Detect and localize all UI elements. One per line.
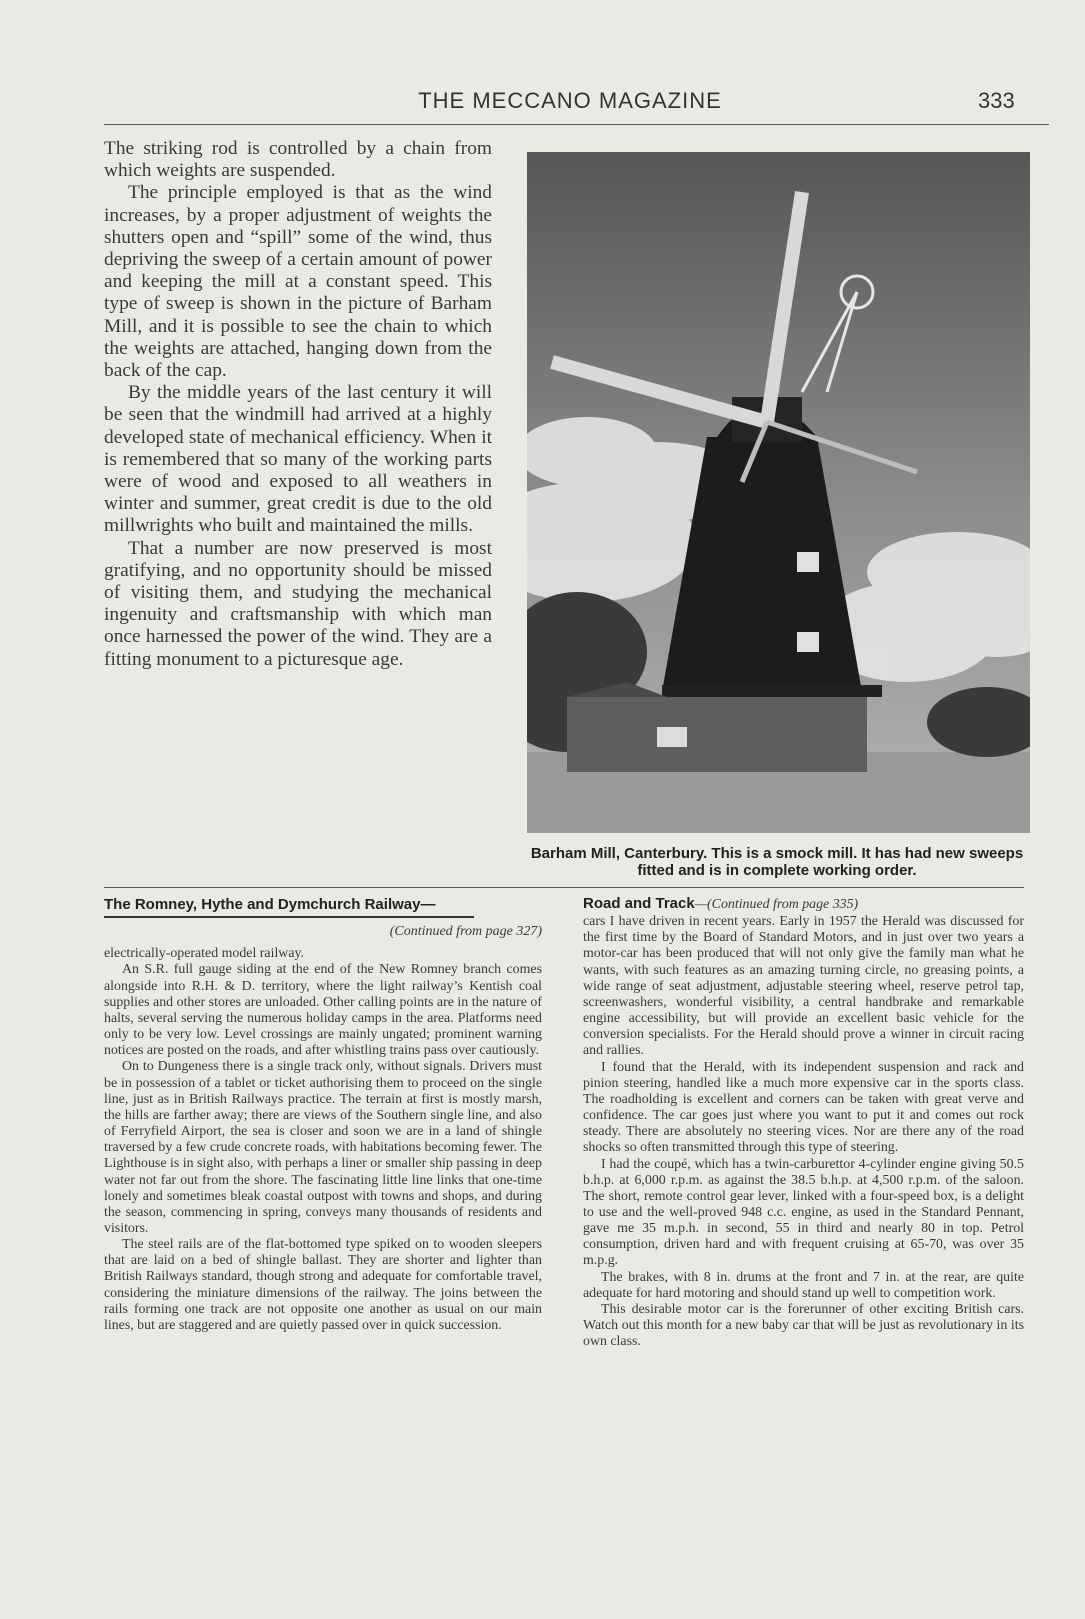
paragraph: That a number are now preserved is most gratifying, and no opportunity should be missed of visiting them, and studying the mechanical ingenuity and craftsmanship with which man once harnessed the power of the wind. They are a fitting monument to a picturesque age. <box>104 537 492 670</box>
paragraph: cars I have driven in recent years. Early in 1957 the Herald was discussed for the first time by the Board of Standard Motors, and in just over two years a motor-car has been produced that will not only give the family man what he wants, with such features as an amazing turning circle, no greasing points, a wide range of seat adjustment, adjustable steering wheel, reserve petrol tap, screenwashers, wonderful visibility, a central handbrake and remarkable engine accessibility, but will provide an excellent basic vehicle for the conversion specialists. For the Herald should prove a winner in circuit racing and rallies. <box>583 914 1024 1059</box>
section-rule <box>104 887 1024 888</box>
paragraph: By the middle years of the last century it will be seen that the windmill had arrived at a highly developed state of mechanical efficiency. When it is remembered that so many of the working parts were of wood and exposed to all weathers in winter and summer, great credit is due to the old millwrights who built and maintained the mills. <box>104 382 492 537</box>
continued-note: (Continued from page 327) <box>389 924 542 940</box>
photo-caption: Barham Mill, Canterbury. This is a smock mill. It has had new sweeps fitted and is in complete working order. <box>530 845 1024 879</box>
title-underline <box>104 916 474 918</box>
top-text-column <box>104 138 492 671</box>
paragraph: I found that the Herald, with its independent suspension and rack and pinion steering, handled like a much more expensive car in the sports class. The roadholding is excellent and corners can be taken with great verve and confidence. The car goes just where you want to put it and comes out rock steady. There are absolutely no steering vices. Nor are there any of the road shocks so often transmitted through this type of steering. <box>583 1059 1024 1156</box>
article-heading <box>583 896 1024 913</box>
continued-note: —(Continued from page 335) <box>694 897 859 912</box>
left-article <box>104 897 542 1334</box>
paragraph: The principle employed is that as the wind increases, by a proper adjustment of weights the shutters open and “spill” some of the wind, thus depriving the sweep of a certain amount of power and keeping the mill at a constant speed. This type of sweep is shown in the picture of Barham Mill, and it is possible to see the chain to which the weights are attached, hanging down from the back of the cap. <box>104 182 492 382</box>
paragraph: I had the coupé, which has a twin-carburettor 4-cylinder engine giving 50.5 b.h.p. at 6,000 r.p.m. as against the 38.5 b.h.p. at 4,500 r.p.m. of the saloon. The short, remote control gear lever, linked with a four-speed box, is a delight to use and the well-proved 948 c.c. engine, as used in the Standard Pennant, gave me 35 m.p.h. in second, 55 in third and nearly 80 in top. Petrol consumption, driven hard and with frequent cruising at 65-70, was over 35 m.p.g. <box>583 1156 1024 1269</box>
page-title: THE MECCANO MAGAZINE <box>418 88 722 113</box>
paragraph: This desirable motor car is the forerunner of other exciting British cars. Watch out this month for a new baby car that will be just as revolutionary in its own class. <box>583 1301 1024 1350</box>
paragraph: An S.R. full gauge siding at the end of the New Romney branch comes alongside into R.H. & D. territory, where the light railway’s Kentish coal supplies and other stores are unloaded. Other calling points are in the nature of halts, several serving the numerous holiday camps in the area. Platforms need only to be very low. Level crossings are mainly ungated; prominent warning notices are posted on the roads, and after whistling trains pass over cautiously. <box>104 962 542 1059</box>
windmill-photo <box>527 152 1030 833</box>
paragraph: On to Dungeness there is a single track only, without signals. Drivers must be in possession of a tablet or ticket authorising them to proceed on the single line, just as in British Railways practice. The terrain at first is mostly marsh, the hills are farther away; there are views of the Southern single line, and also of Ferryfield Airport, the sea is closer and soon we are in a land of shingle traversed by a few crude concrete roads, with habitations becoming fewer. The Lighthouse is in sight also, with perhaps a liner or smaller ship passing in deep water not far out from the shore. The fascinating little line links that one-time lonely and sometimes bleak coastal outpost with towns and shops, and during the season, commencing in spring, conveys many thousands of residents and visitors. <box>104 1059 542 1236</box>
article-title: Road and Track <box>583 895 695 912</box>
paragraph: The striking rod is controlled by a chain from which weights are suspended. <box>104 138 492 182</box>
paragraph: The steel rails are of the flat-bottomed type spiked on to wooden sleepers that are laid on a bed of shingle ballast. They are shorter and lighter than British Railways standard, though strong and adequate for comfortable travel, considering the miniature dimensions of the railway. The joins between the rails forming one track are not opposite one another as usual on our main lines, but are staggered and are quietly passed over in quick succession. <box>104 1237 542 1333</box>
paragraph: electrically-operated model railway. <box>104 946 305 962</box>
article-title: The Romney, Hythe and Dymchurch Railway— <box>104 896 436 913</box>
paragraph: The brakes, with 8 in. drums at the front and 7 in. at the rear, are quite adequate for hard motoring and should stand up well to competition work. <box>583 1269 1024 1301</box>
right-article <box>583 896 1024 1350</box>
page-number: 333 <box>978 88 1015 113</box>
header-rule <box>104 124 1049 125</box>
